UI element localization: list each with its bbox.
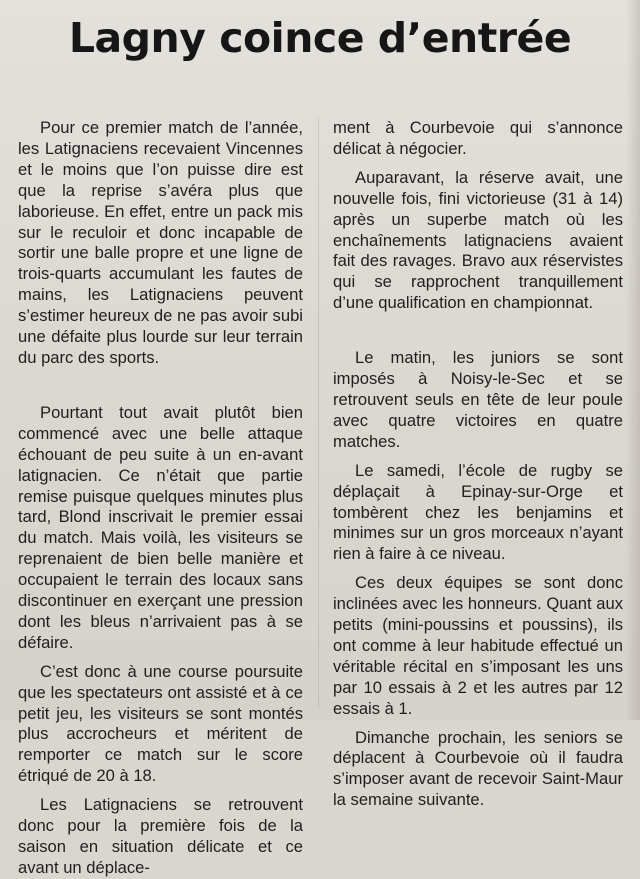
- paper-edge-shadow: [626, 0, 640, 720]
- paragraph-next-sunday: Dimanche prochain, les seniors se déplacent à Courbevoie où il faudra s’imposer avant de recevoir Saint-Maur la semaine suivante.: [333, 727, 623, 810]
- paragraph-juniors: Le matin, les juniors se sont imposés à Noisy-le-Sec et se retrouvent seuls en tête de leur poule avec quatre victoires en quatre matches.: [333, 348, 623, 451]
- article-column-right: [333, 118, 623, 811]
- paragraph-reserve: Auparavant, la réserve avait, une nouvelle fois, fini victorieuse (31 à 14) après un superbe match où les enchaînements latignaciens avaient fait des ravages. Bravo aux réservistes qui se rapprochent tranquillement d’une qualification en championnat.: [333, 167, 623, 313]
- paragraph-continuation: ment à Courbevoie qui s’annonce délicat à négocier.: [333, 118, 623, 158]
- paragraph-final-score: C’est donc à une course poursuite que les spectateurs ont assisté et à ce petit jeu, les visiteurs se sont montés plus accrocheurs et méritent de remporter ce match sur le score étriqué de 20 à 18.: [18, 661, 303, 786]
- paragraph-intro: Pour ce premier match de l’année, les Latignaciens recevaient Vincennes et le moins que l’on puisse dire est que la reprise s’avéra plus que laborieuse. En effet, entre un pack mis sur le reculoir et donc incapable de sortir une balle propre et une ligne de trois-quarts accumulant les fautes de mains, les Latignaciens peuvent s’estimer heureux de ne pas avoir subi une défaite plus lourde sur leur terrain du parc des sports.: [18, 118, 303, 367]
- column-divider: [318, 118, 319, 708]
- paragraph-rugby-school: Le samedi, l’école de rugby se déplaçait à Epinay-sur-Orge et tombèrent chez les benjamins et minimes sur un gros morceaux n’ayant rien à faire à ce niveau.: [333, 460, 623, 564]
- paragraph-match-start: Pourtant tout avait plutôt bien commencé avec une belle attaque échouant de peu suite à un en-avant latignacien. Ce n’était que partie remise puisque quelques minutes plus tard, Blond inscrivait le premier essai du match. Mais voilà, les visiteurs se reprenaient de bien belle manière et occupaient le terrain des locaux sans discontinuer en exerçant une pression dont les bleus n’arrivaient pas à se défaire.: [18, 402, 303, 652]
- paragraph-situation: Les Latignaciens se retrouvent donc pour la première fois de la saison en situation délicate et ce avant un déplace-: [18, 795, 303, 877]
- paragraph-small-teams: Ces deux équipes se sont donc inclinées avec les honneurs. Quant aux petits (mini-poussins et poussins), ils ont comme à leur habitude effectué un véritable récital en s’imposant les uns par 10 essais à 2 et les autres par 12 essais à 1.: [333, 573, 623, 718]
- article-headline: Lagny coince d’entrée: [68, 14, 572, 62]
- article-column-left: [18, 118, 303, 879]
